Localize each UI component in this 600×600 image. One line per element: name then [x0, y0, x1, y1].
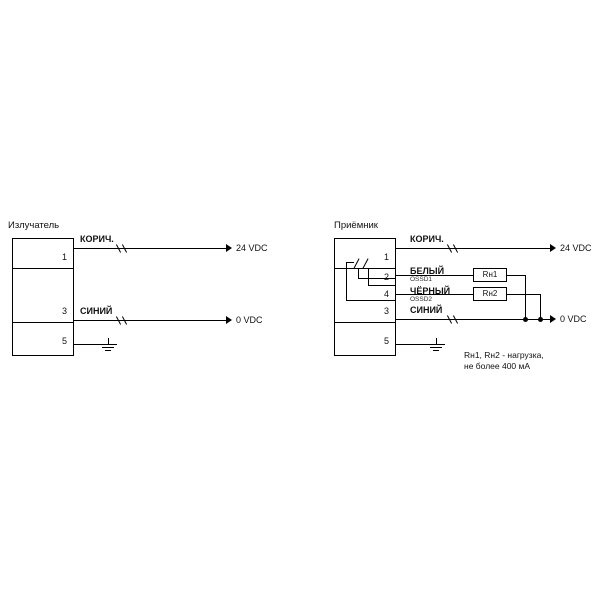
receiver-rn1-out-wire [507, 275, 526, 276]
receiver-switch-2-stem [368, 268, 369, 285]
emitter-blue-wire [74, 320, 228, 321]
receiver-0vdc-label: 0 VDC [560, 314, 587, 324]
receiver-ossd2-label: OSSD2 [410, 296, 433, 303]
emitter-blue-arrow [226, 316, 232, 324]
receiver-ground-bar-1 [427, 344, 445, 345]
junction-dot-rn1 [523, 317, 528, 322]
receiver-rn2-out-wire [507, 294, 541, 295]
emitter-blue-label: СИНИЙ [80, 306, 113, 316]
emitter-brown-label: КОРИЧ. [80, 234, 114, 244]
receiver-brown-arrow [550, 244, 556, 252]
receiver-ossd1-internal [358, 278, 396, 279]
emitter-ground-bar-1 [99, 344, 117, 345]
receiver-blue-label: СИНИЙ [410, 305, 443, 315]
receiver-white-label: БЕЛЫЙ [410, 266, 445, 276]
receiver-pin-divider-2 [334, 322, 396, 323]
receiver-switch-common [346, 262, 354, 263]
receiver-switch-1-stem [358, 268, 359, 278]
receiver-pin-divider-1 [334, 268, 396, 269]
load-note-line-2: не более 400 мА [464, 361, 531, 371]
emitter-pin-divider-1 [12, 268, 74, 269]
receiver-brown-label: КОРИЧ. [410, 234, 444, 244]
resistor-rn2-label: Rн2 [482, 289, 498, 298]
receiver-rn1-drop [525, 275, 526, 319]
receiver-ground-bar-2 [430, 347, 442, 348]
receiver-black-label: ЧЁРНЫЙ [410, 286, 451, 296]
resistor-rn1 [473, 268, 507, 282]
emitter-pin-3: 3 [62, 306, 68, 316]
emitter-brown-arrow [226, 244, 232, 252]
receiver-pin-2: 2 [384, 272, 390, 282]
receiver-ground-bar-3 [433, 350, 439, 351]
receiver-pin-5: 5 [384, 336, 390, 346]
resistor-rn1-label: Rн1 [482, 270, 498, 279]
emitter-ground-bar-2 [102, 347, 114, 348]
emitter-pin-5: 5 [62, 336, 68, 346]
emitter-24vdc-label: 24 VDC [236, 243, 268, 253]
emitter-pin-divider-2 [12, 322, 74, 323]
emitter-title: Излучатель [8, 220, 60, 231]
receiver-black-wire [396, 294, 473, 295]
receiver-blue-wire [396, 319, 552, 320]
load-note-line-1: Rн1, Rн2 - нагрузка, [464, 350, 544, 360]
emitter-ground-bar-3 [105, 350, 111, 351]
resistor-rn2 [473, 287, 507, 301]
junction-dot-rn2 [538, 317, 543, 322]
receiver-pin-4: 4 [384, 289, 390, 299]
receiver-pin-3: 3 [384, 306, 390, 316]
emitter-0vdc-label: 0 VDC [236, 315, 263, 325]
receiver-rn2-drop [540, 294, 541, 319]
receiver-white-wire [396, 275, 473, 276]
receiver-ossd1-label: OSSD1 [410, 276, 433, 283]
emitter-pin-1: 1 [62, 252, 68, 262]
receiver-title: Приёмник [334, 220, 378, 231]
receiver-blue-arrow [550, 315, 556, 323]
receiver-switch-return [346, 300, 396, 301]
receiver-ossd2-internal [368, 285, 396, 286]
emitter-brown-wire [74, 248, 228, 249]
receiver-brown-wire [396, 248, 552, 249]
receiver-pin-1: 1 [384, 252, 390, 262]
receiver-24vdc-label: 24 VDC [560, 243, 592, 253]
